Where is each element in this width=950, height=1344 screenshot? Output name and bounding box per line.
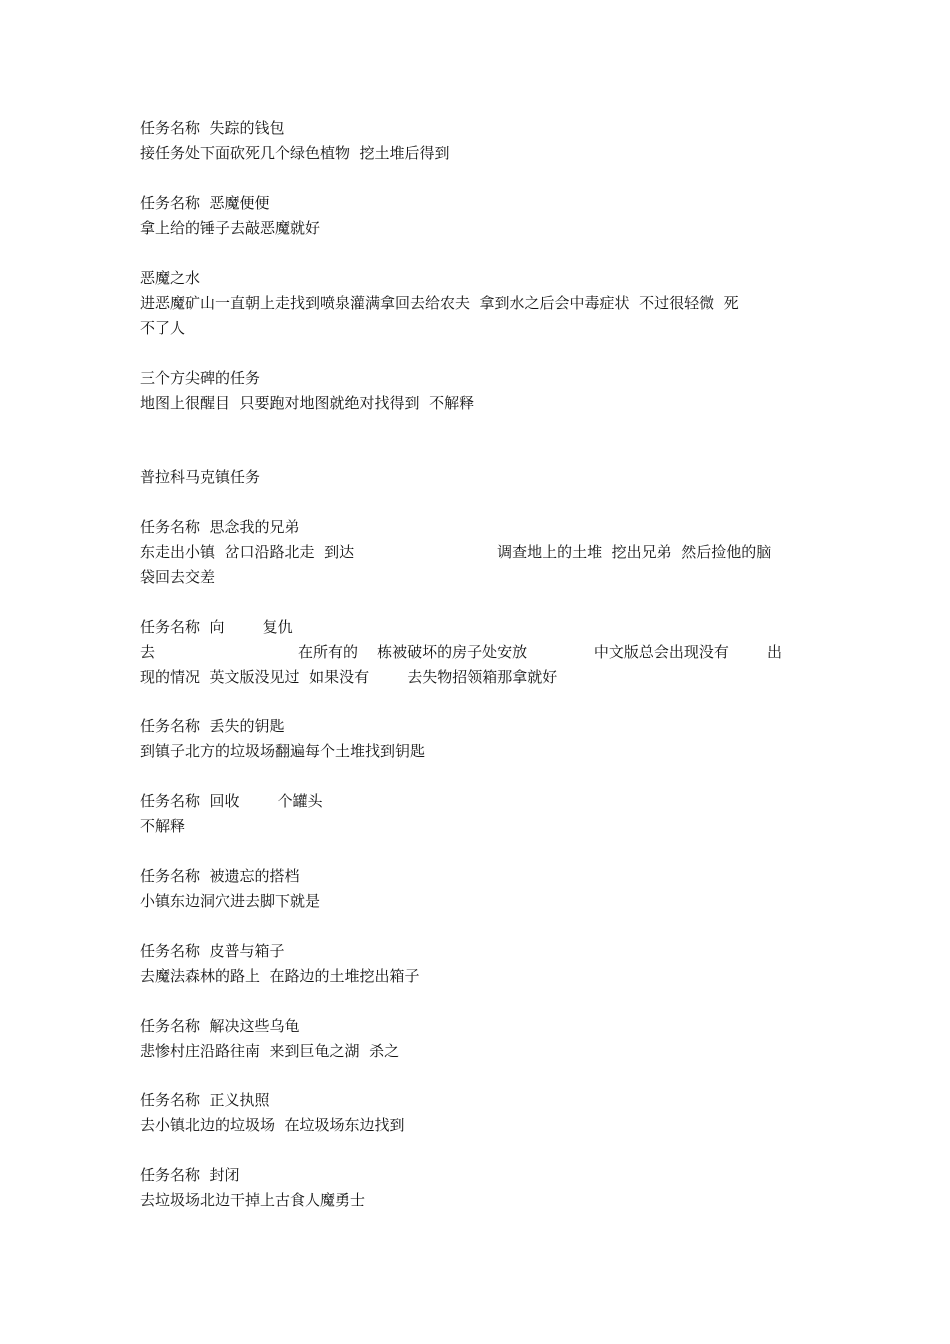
quest-desc-lost-key: 到镇子北方的垃圾场翻遍每个土堆找到钥匙 bbox=[140, 742, 426, 760]
quest-title-missing-wallet: 任务名称 失踪的钱包 bbox=[140, 119, 285, 137]
quest-title-closure: 任务名称 封闭 bbox=[140, 1166, 240, 1184]
quest-title-forgotten-partner: 任务名称 被遗忘的搭档 bbox=[140, 867, 300, 885]
quest-desc-recycle-cans: 不解释 bbox=[140, 817, 186, 835]
quest-desc-demon-poop: 拿上给的锤子去敲恶魔就好 bbox=[140, 219, 321, 237]
quest-title-revenge: 任务名称 向 复仇 bbox=[140, 618, 293, 636]
quest-title-justice-license: 任务名称 正义执照 bbox=[140, 1091, 270, 1109]
quest-title-recycle-cans: 任务名称 回收 个罐头 bbox=[140, 792, 323, 810]
quest-title-pip-box: 任务名称 皮普与箱子 bbox=[140, 942, 285, 960]
quest-desc-missing-wallet: 接任务处下面砍死几个绿色植物 挖土堆后得到 bbox=[140, 144, 450, 162]
quest-desc-pip-box: 去魔法森林的路上 在路边的土堆挖出箱子 bbox=[140, 967, 420, 985]
section-heading-town-quests: 普拉科马克镇任务 bbox=[140, 468, 261, 486]
quest-title-miss-brother: 任务名称 思念我的兄弟 bbox=[140, 518, 300, 536]
quest-title-demon-water: 恶魔之水 bbox=[140, 269, 201, 287]
quest-desc-forgotten-partner: 小镇东边洞穴进去脚下就是 bbox=[140, 892, 321, 910]
quest-title-turtles: 任务名称 解决这些乌龟 bbox=[140, 1017, 300, 1035]
quest-desc-revenge-cont: 现的情况 英文版没见过 如果没有 去失物招领箱那拿就好 bbox=[140, 668, 558, 686]
quest-desc-demon-water: 进恶魔矿山一直朝上走找到喷泉灌满拿回去给农夫 拿到水之后会中毒症状 不过很轻微 死 bbox=[140, 294, 739, 312]
quest-desc-demon-water-cont: 不了人 bbox=[140, 319, 186, 337]
quest-desc-miss-brother-cont: 袋回去交差 bbox=[140, 568, 216, 586]
quest-desc-obelisks: 地图上很醒目 只要跑对地图就绝对找得到 不解释 bbox=[140, 394, 475, 412]
quest-desc-justice-license: 去小镇北边的垃圾场 在垃圾场东边找到 bbox=[140, 1116, 405, 1134]
quest-title-lost-key: 任务名称 丢失的钥匙 bbox=[140, 717, 285, 735]
quest-desc-revenge: 去 在所有的 栋被破坏的房子处安放 中文版总会出现没有 出 bbox=[140, 643, 783, 661]
quest-title-obelisks: 三个方尖碑的任务 bbox=[140, 369, 261, 387]
quest-desc-closure: 去垃圾场北边干掉上古食人魔勇士 bbox=[140, 1191, 366, 1209]
quest-title-demon-poop: 任务名称 恶魔便便 bbox=[140, 194, 270, 212]
quest-desc-turtles: 悲惨村庄沿路往南 来到巨龟之湖 杀之 bbox=[140, 1042, 400, 1060]
quest-desc-miss-brother: 东走出小镇 岔口沿路北走 到达 调查地上的土堆 挖出兄弟 然后捡他的脑 bbox=[140, 543, 772, 561]
